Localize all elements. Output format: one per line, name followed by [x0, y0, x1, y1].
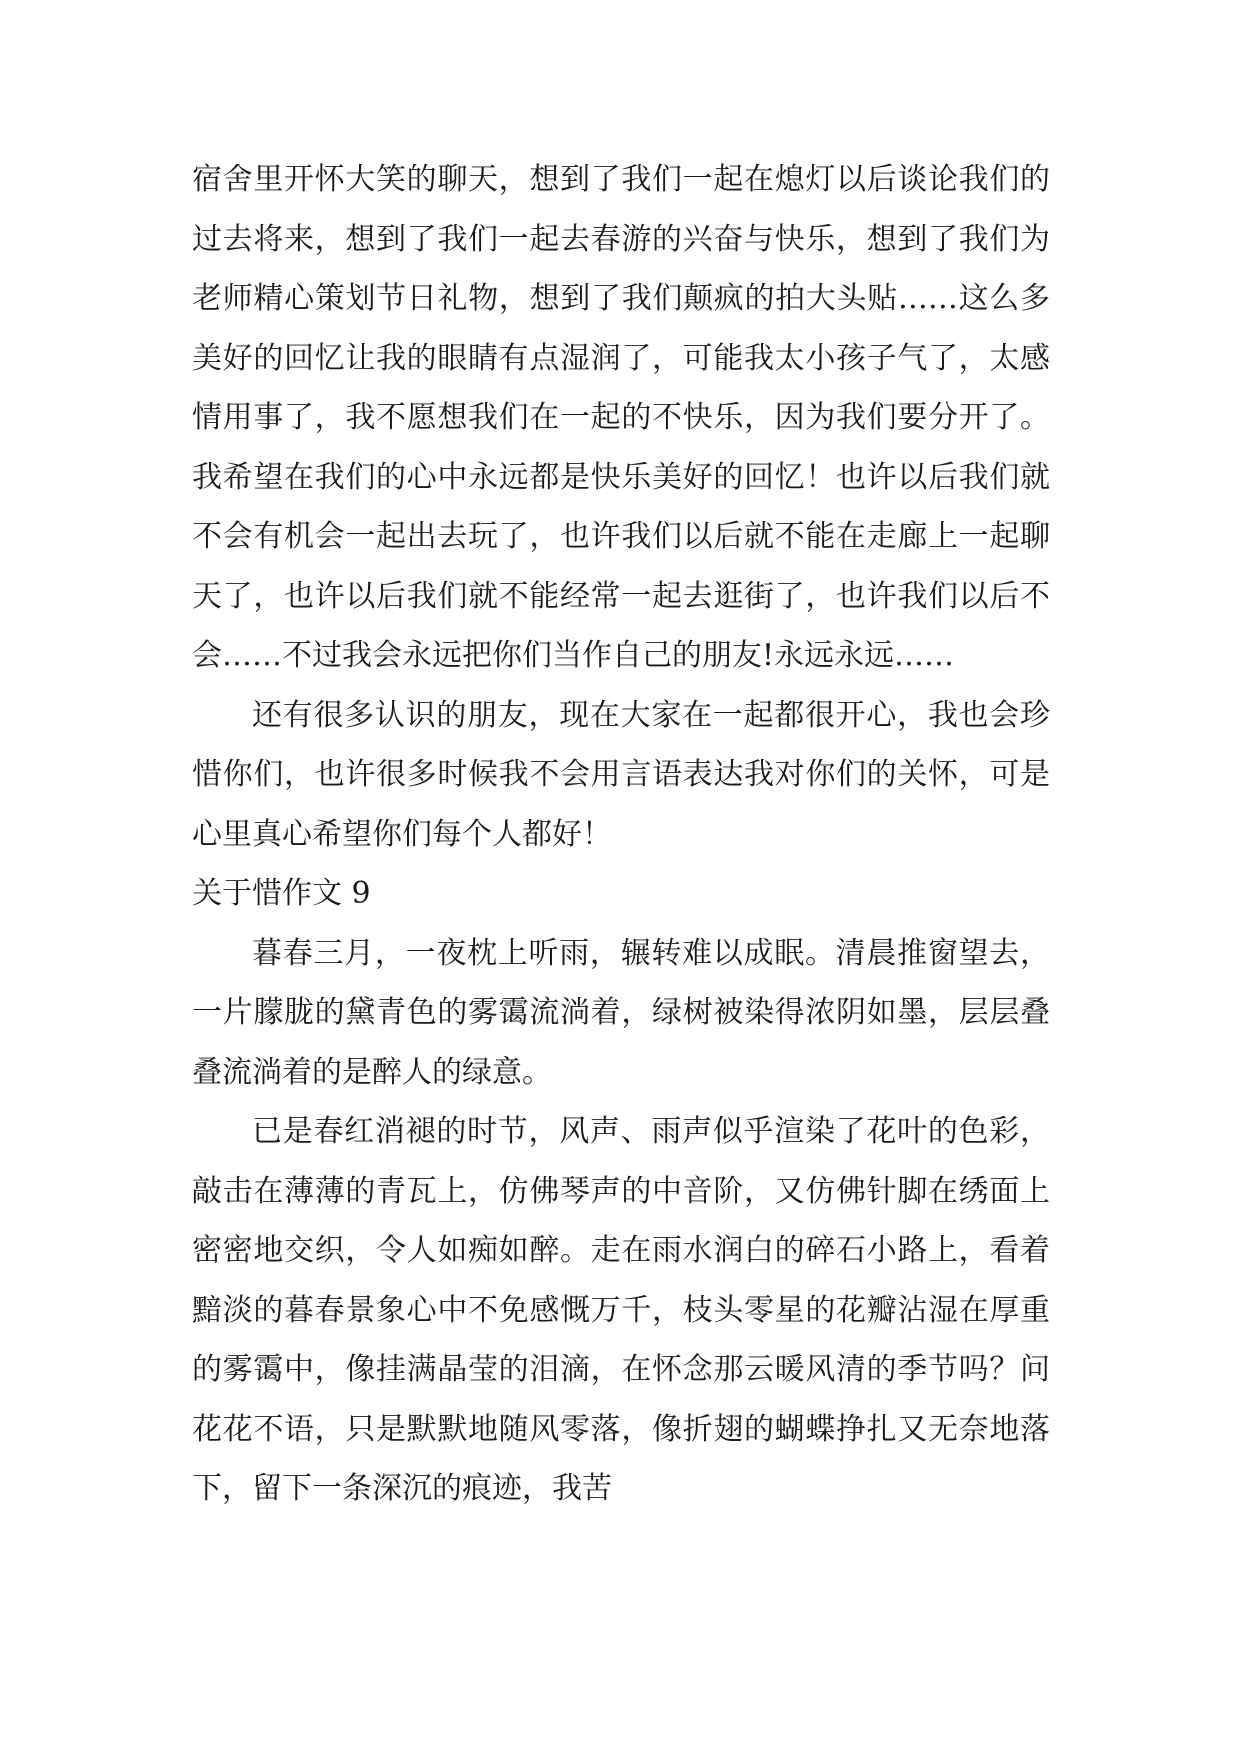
paragraph-2: 还有很多认识的朋友，现在大家在一起都很开心，我也会珍惜你们，也许很多时候我不会用言语表达我对你们的关怀，可是心里真心希望你们每个人都好！: [192, 697, 1050, 852]
paragraph-4: 已是春红消褪的时节，风声、雨声似乎渲染了花叶的色彩，敲击在薄薄的青瓦上，仿佛琴声的中音阶，又仿佛针脚在绣面上密密地交织，令人如痴如醉。走在雨水润白的碎石小路上，看着黯淡的暮春景象心中不免感慨万千，枝头零星的花瓣沾湿在厚重的雾霭中，像挂满晶莹的泪滴，在怀念那云暖风清的季节吗？问花花不语，只是默默地随风零落，像折翅的蝴蝶挣扎又无奈地落下，留下一条深沉的痕迹，我苦: [192, 1114, 1050, 1506]
paragraph-1: 宿舍里开怀大笑的聊天，想到了我们一起在熄灯以后谈论我们的过去将来，想到了我们一起去春游的兴奋与快乐，想到了我们为老师精心策划节日礼物，想到了我们颠疯的拍大头贴……这么多美好的回忆让我的眼睛有点湿润了，可能我太小孩子气了，太感情用事了，我不愿想我们在一起的不快乐，因为我们要分开了。我希望在我们的心中永远都是快乐美好的回忆！也许以后我们就不会有机会一起出去玩了，也许我们以后就不能在走廊上一起聊天了，也许以后我们就不能经常一起去逛街了，也许我们以后不会……不过我会永远把你们当作自己的朋友!永远永远……: [192, 162, 1050, 673]
section-heading: 关于惜作文 9: [192, 876, 371, 911]
paragraph-3: 暮春三月，一夜枕上听雨，辗转难以成眠。清晨推窗望去，一片朦胧的黛青色的雾霭流淌着，绿树被染得浓阴如墨，层层叠叠流淌着的是醉人的绿意。: [192, 935, 1050, 1090]
document-page: [192, 150, 1050, 1519]
